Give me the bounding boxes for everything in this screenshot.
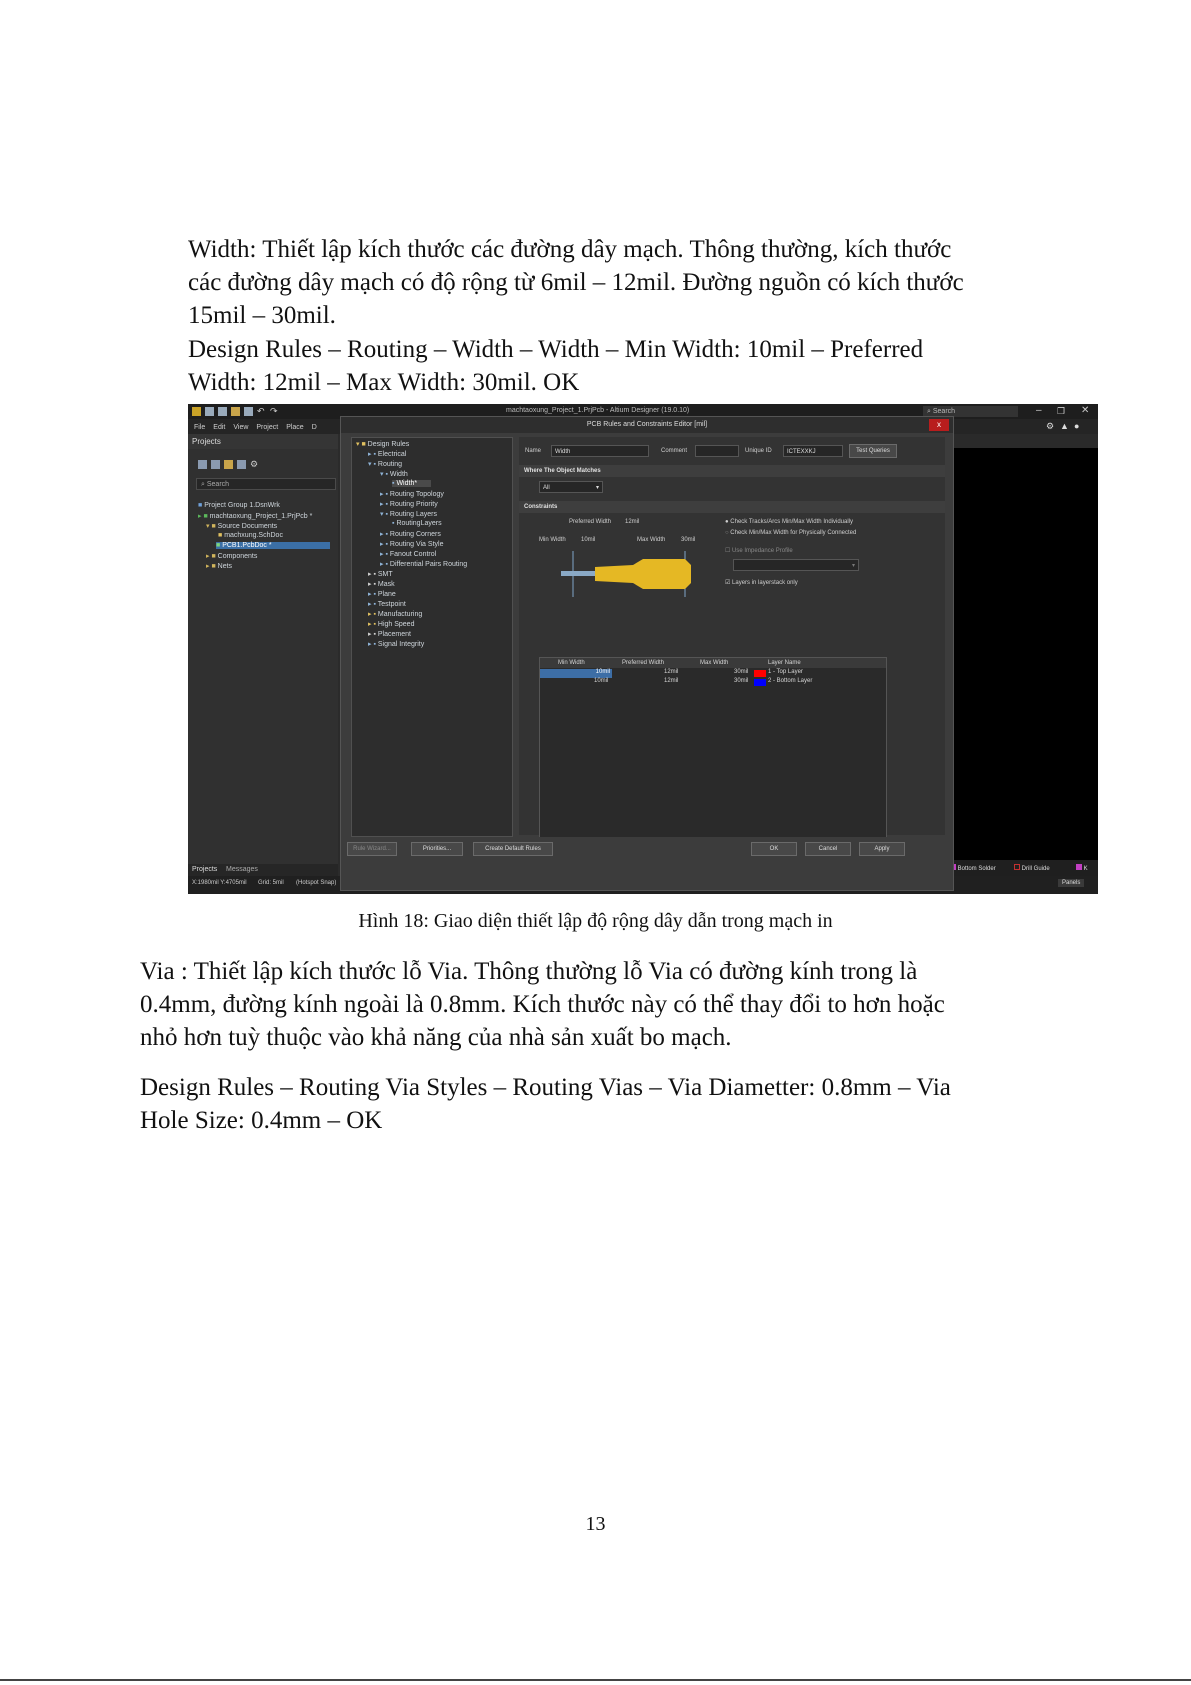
rule-node-mask[interactable] bbox=[368, 580, 395, 588]
tree-item-schdoc[interactable] bbox=[218, 532, 283, 539]
tree-item-label: Components bbox=[217, 553, 258, 560]
rule-node-plane[interactable] bbox=[368, 590, 396, 598]
projects-search-placeholder: Search bbox=[206, 481, 230, 488]
dialog-footer bbox=[341, 837, 953, 890]
app-logo-icon bbox=[192, 407, 201, 416]
rule-icon: ▾ ▪ bbox=[380, 471, 390, 478]
text-line: Design Rules – Routing – Width – Width – Min Width: 10mil – Preferred bbox=[188, 336, 924, 363]
save-icon[interactable] bbox=[205, 407, 214, 416]
cell-max-width[interactable]: 30mil bbox=[734, 669, 749, 675]
radio-icon: ○ bbox=[725, 530, 731, 536]
search-icon: ⌕ bbox=[201, 481, 207, 488]
text-line: Via : Thiết lập kích thước lỗ Via. Thông thường lỗ Via có đường kính trong là bbox=[140, 958, 918, 985]
rule-icon: ▸ ▪ bbox=[380, 541, 390, 548]
cell-layer-name: 2 - Bottom Layer bbox=[768, 678, 813, 684]
layer-color-swatch bbox=[1014, 864, 1020, 870]
table-header bbox=[540, 658, 886, 668]
comment-label: Comment bbox=[661, 448, 688, 454]
dialog-title: PCB Rules and Constraints Editor [mil] bbox=[341, 417, 953, 433]
status-grid: Grid: 5mil bbox=[258, 880, 284, 886]
layers-in-stack-label: Layers in layerstack only bbox=[732, 580, 798, 586]
use-impedance-checkbox[interactable] bbox=[725, 547, 793, 554]
rule-node-routing[interactable] bbox=[368, 460, 402, 468]
tree-item-label: Source Documents bbox=[217, 523, 278, 530]
layer-tab-label: Bottom Solder bbox=[957, 866, 996, 872]
app-title: machtaoxung_Project_1.PrjPcb - Altium Designer (19.0.10) bbox=[506, 407, 690, 414]
create-default-rules-button[interactable]: Create Default Rules bbox=[473, 842, 553, 856]
layer-tab-label: K bbox=[1083, 866, 1088, 872]
table-row[interactable] bbox=[540, 678, 886, 687]
canvas-header bbox=[948, 434, 1098, 448]
figure-caption: Hình 18: Giao diện thiết lập độ rộng dây dẫn trong mạch in bbox=[358, 910, 833, 932]
projects-panel-title: Projects bbox=[188, 434, 338, 449]
rule-icon: ▾ ▪ bbox=[380, 511, 390, 518]
min-width-label: Min Width bbox=[539, 537, 566, 543]
rule-node-routing-priority[interactable] bbox=[380, 500, 438, 508]
rule-category-icon: ▸ ▪ bbox=[368, 641, 378, 648]
option-individually-label: Check Tracks/Arcs Min/Max Width Individually bbox=[730, 519, 853, 525]
rule-category-icon: ▸ ▪ bbox=[368, 621, 378, 628]
cell-preferred-width[interactable]: 12mil bbox=[664, 669, 679, 675]
rule-icon: ▸ ▪ bbox=[380, 501, 390, 508]
radio-selected-icon: ● bbox=[725, 519, 731, 525]
priorities-button[interactable]: Priorities... bbox=[411, 842, 463, 856]
match-select-value: All bbox=[543, 485, 550, 491]
layers-in-stack-checkbox[interactable] bbox=[725, 579, 798, 586]
option-physically-label: Check Min/Max Width for Physically Connected bbox=[730, 530, 857, 536]
rule-category-icon: ▸ ▪ bbox=[368, 451, 378, 458]
ok-button[interactable]: OK bbox=[751, 842, 797, 856]
rule-icon: ▸ ▪ bbox=[380, 561, 390, 568]
rule-node-diff-pairs[interactable] bbox=[380, 560, 467, 568]
panel-tabs bbox=[188, 864, 338, 876]
match-select[interactable] bbox=[539, 481, 603, 493]
rule-node-label: Routing Topology bbox=[389, 491, 444, 498]
rule-node-routing-corners[interactable] bbox=[380, 530, 441, 538]
rule-node-label: Testpoint bbox=[377, 601, 406, 608]
layer-color-swatch bbox=[754, 670, 766, 677]
tree-item-label: machxung.SchDoc bbox=[224, 532, 283, 539]
pcb-project-icon: ▸ ■ bbox=[198, 513, 210, 520]
rule-node-label: Width bbox=[389, 471, 408, 478]
column-header-min: Min Width bbox=[558, 660, 585, 666]
rule-node-routing-topology[interactable] bbox=[380, 490, 444, 498]
min-width-track bbox=[561, 571, 595, 576]
option-individually[interactable] bbox=[725, 519, 853, 525]
rule-node-design-rules[interactable] bbox=[356, 440, 409, 448]
projects-search-input[interactable] bbox=[196, 478, 336, 490]
folder-icon: ▸ ■ bbox=[206, 563, 218, 570]
rule-node-smt[interactable] bbox=[368, 570, 393, 578]
cancel-button[interactable]: Cancel bbox=[805, 842, 851, 856]
use-impedance-label: Use Impedance Profile bbox=[732, 548, 793, 554]
name-input[interactable]: Width bbox=[551, 445, 649, 457]
rule-node-label: Width* bbox=[396, 480, 418, 487]
menu-edit[interactable]: Edit bbox=[213, 424, 226, 431]
rule-node-label: Mask bbox=[377, 581, 395, 588]
tab-projects[interactable]: Projects bbox=[192, 866, 218, 873]
open-folder-icon[interactable] bbox=[224, 460, 233, 469]
redo-icon[interactable]: ↷ bbox=[270, 406, 278, 417]
text-line: nhỏ hơn tuỳ thuộc vào khả năng của nhà sản xuất bo mạch. bbox=[140, 1024, 732, 1051]
bottom-divider bbox=[0, 1679, 1191, 1681]
global-search-label: Search bbox=[932, 408, 956, 415]
max-width-label: Max Width bbox=[637, 537, 666, 543]
where-matches-header: Where The Object Matches bbox=[519, 465, 945, 477]
cell-layer-name: 1 - Top Layer bbox=[768, 669, 803, 675]
impedance-profile-select[interactable] bbox=[733, 559, 859, 571]
layer-tab-drill-guide[interactable] bbox=[1014, 864, 1050, 872]
checkbox-checked-icon: ☑ bbox=[725, 580, 733, 586]
rule-wizard-button[interactable]: Rule Wizard... bbox=[347, 842, 397, 856]
text-line: 15mil – 30mil. bbox=[188, 302, 336, 329]
rule-category-icon: ▾ ▪ bbox=[368, 461, 378, 468]
menu-file[interactable]: File bbox=[194, 424, 206, 431]
project-icon[interactable] bbox=[237, 460, 246, 469]
rules-dialog bbox=[340, 416, 954, 891]
rule-node-label: Signal Integrity bbox=[377, 641, 425, 648]
rule-node-placement[interactable] bbox=[368, 630, 411, 638]
unique-id-label: Unique ID bbox=[745, 448, 772, 454]
min-width-value[interactable]: 10mil bbox=[581, 537, 596, 543]
schematic-doc-icon: ■ bbox=[218, 532, 225, 539]
column-header-layer: Layer Name bbox=[768, 660, 801, 666]
rule-category-icon: ▸ ▪ bbox=[368, 571, 378, 578]
text-line: Design Rules – Routing Via Styles – Routing Vias – Via Diametter: 0.8mm – Via bbox=[140, 1074, 951, 1101]
compile-icon[interactable] bbox=[211, 460, 220, 469]
tab-messages[interactable]: Messages bbox=[226, 866, 258, 873]
text-line: Hole Size: 0.4mm – OK bbox=[140, 1107, 383, 1134]
text-line: Width: Thiết lập kích thước các đường dây mạch. Thông thường, kích thước bbox=[188, 236, 952, 263]
rule-node-label: Routing bbox=[377, 461, 403, 468]
rule-category-icon: ▸ ▪ bbox=[368, 601, 378, 608]
cell-min-width[interactable]: 10mil bbox=[540, 669, 612, 678]
rule-category-icon: ▸ ▪ bbox=[368, 611, 378, 618]
rule-node-signal-integrity[interactable] bbox=[368, 640, 424, 648]
layer-tab-bottom-solder[interactable] bbox=[950, 864, 996, 872]
layer-color-swatch bbox=[1076, 864, 1082, 870]
unique-id-input[interactable]: ICTEXXKJ bbox=[783, 445, 843, 457]
rule-icon: ▪ bbox=[392, 480, 397, 487]
table-row[interactable] bbox=[540, 669, 886, 678]
preferred-width-value[interactable]: 12mil bbox=[625, 519, 640, 525]
track-shape bbox=[595, 559, 691, 589]
text-line: các đường dây mạch có độ rộng từ 6mil – 12mil. Đường nguồn có kích thước bbox=[188, 269, 964, 296]
page-number: 13 bbox=[585, 1513, 606, 1535]
tree-item-label: machtaoxung_Project_1.PrjPcb * bbox=[209, 513, 313, 520]
menu-view[interactable]: View bbox=[233, 424, 249, 431]
column-header-max: Max Width bbox=[700, 660, 729, 666]
tree-item-project[interactable] bbox=[198, 512, 312, 520]
dialog-close-button[interactable]: x bbox=[929, 419, 949, 431]
bell-icon[interactable]: ▲ bbox=[1060, 421, 1069, 431]
rule-node-electrical[interactable] bbox=[368, 450, 406, 458]
open-folder-icon[interactable] bbox=[231, 407, 240, 416]
track-width-illustration bbox=[547, 549, 717, 599]
preferred-width-label: Preferred Width bbox=[569, 519, 612, 525]
rule-node-label: Routing Priority bbox=[389, 501, 438, 508]
search-icon: ⌕ bbox=[927, 408, 933, 415]
rule-node-label: Design Rules bbox=[367, 441, 410, 448]
rule-node-routing-via-style[interactable] bbox=[380, 540, 443, 548]
tree-item-project-group[interactable] bbox=[198, 502, 280, 509]
comment-input[interactable] bbox=[695, 445, 739, 457]
save-icon[interactable] bbox=[198, 460, 207, 469]
rule-icon: ▪ bbox=[392, 520, 397, 527]
rule-node-label: Routing Via Style bbox=[389, 541, 444, 548]
tree-item-label: Project Group 1.DsnWrk bbox=[204, 502, 280, 509]
tree-item-pcbdoc[interactable] bbox=[216, 542, 330, 549]
rule-node-label: High Speed bbox=[377, 621, 415, 628]
status-coords: X:1980mil Y:4705mil bbox=[192, 880, 247, 886]
cell-min-width[interactable]: 10mil bbox=[594, 678, 609, 684]
pcb-doc-icon: ■ bbox=[216, 542, 223, 549]
layer-tab-more[interactable] bbox=[1076, 864, 1088, 872]
rule-icon: ▸ ▪ bbox=[380, 531, 390, 538]
rule-node-width-star[interactable] bbox=[392, 480, 431, 487]
undo-icon[interactable]: ↶ bbox=[257, 406, 265, 417]
folder-icon: ▸ ■ bbox=[206, 553, 218, 560]
folder-icon: ▾ ■ bbox=[356, 441, 368, 448]
column-header-preferred: Preferred Width bbox=[622, 660, 665, 666]
checkbox-icon: ☐ bbox=[725, 548, 733, 554]
print-icon[interactable] bbox=[244, 407, 253, 416]
max-width-value[interactable]: 30mil bbox=[681, 537, 696, 543]
status-snap: (Hotspot Snap) bbox=[296, 880, 337, 886]
maximize-icon[interactable]: ❐ bbox=[1057, 406, 1066, 416]
rule-category-icon: ▸ ▪ bbox=[368, 631, 378, 638]
rule-node-routinglayers[interactable] bbox=[392, 520, 442, 527]
save-all-icon[interactable] bbox=[218, 407, 227, 416]
rule-icon: ▸ ▪ bbox=[380, 551, 390, 558]
rule-node-label: Electrical bbox=[377, 451, 407, 458]
rule-node-label: Routing Layers bbox=[389, 511, 437, 518]
workspace-icon: ■ bbox=[198, 502, 205, 509]
menu-place[interactable]: Place bbox=[286, 424, 304, 431]
toolbar-icons bbox=[192, 407, 283, 416]
tree-item-label: Nets bbox=[217, 563, 233, 570]
rule-node-width[interactable] bbox=[380, 470, 408, 478]
apply-button[interactable]: Apply bbox=[859, 842, 905, 856]
minimize-icon[interactable]: – bbox=[1036, 405, 1042, 416]
pcb-canvas[interactable] bbox=[948, 434, 1098, 876]
gear-icon[interactable]: ⚙ bbox=[1046, 421, 1055, 431]
option-physically[interactable] bbox=[725, 530, 856, 536]
rule-editor bbox=[519, 437, 945, 835]
rules-tree bbox=[351, 437, 513, 837]
rule-node-manufacturing[interactable] bbox=[368, 610, 422, 618]
rule-node-label: Placement bbox=[377, 631, 411, 638]
cell-max-width[interactable]: 30mil bbox=[734, 678, 749, 684]
layer-tabs bbox=[948, 860, 1098, 876]
tree-item-label: PCB1.PcbDoc * bbox=[222, 542, 272, 549]
text-line: Width: 12mil – Max Width: 30mil. OK bbox=[188, 369, 580, 396]
rule-node-fanout-control[interactable] bbox=[380, 550, 436, 558]
projects-panel bbox=[188, 434, 338, 876]
rule-icon: ▸ ▪ bbox=[380, 491, 390, 498]
rule-node-label: Differential Pairs Routing bbox=[389, 561, 468, 568]
projects-toolbar bbox=[198, 460, 263, 469]
rule-node-high-speed[interactable] bbox=[368, 620, 414, 628]
tree-item-components[interactable] bbox=[206, 552, 257, 560]
constraints-header: Constraints bbox=[519, 501, 945, 513]
altium-screenshot bbox=[188, 404, 1098, 894]
rule-category-icon: ▸ ▪ bbox=[368, 581, 378, 588]
rule-node-testpoint[interactable] bbox=[368, 600, 406, 608]
name-label: Name bbox=[525, 448, 542, 454]
close-icon[interactable]: ✕ bbox=[1081, 405, 1090, 416]
panels-button[interactable]: Panels bbox=[1058, 879, 1084, 887]
menu-project[interactable]: Project bbox=[256, 424, 279, 431]
rule-node-routing-layers[interactable] bbox=[380, 510, 437, 518]
test-queries-button[interactable]: Test Queries bbox=[849, 444, 897, 458]
rule-node-label: SMT bbox=[377, 571, 393, 578]
gear-icon[interactable]: ⚙ bbox=[250, 459, 259, 470]
chevron-down-icon: ▾ bbox=[851, 563, 855, 569]
tree-item-source-documents[interactable] bbox=[206, 522, 277, 530]
layer-color-swatch bbox=[754, 679, 766, 686]
user-icon[interactable]: ● bbox=[1074, 421, 1080, 431]
layer-width-table bbox=[539, 657, 887, 847]
text-line: 0.4mm, đường kính ngoài là 0.8mm. Kích thước này có thể thay đổi to hơn hoặc bbox=[140, 991, 945, 1018]
folder-icon: ▾ ■ bbox=[206, 523, 218, 530]
menu-design[interactable]: D bbox=[311, 424, 317, 431]
layer-tab-label: Drill Guide bbox=[1021, 866, 1050, 872]
cell-preferred-width[interactable]: 12mil bbox=[664, 678, 679, 684]
rule-node-label: Routing Corners bbox=[389, 531, 441, 538]
chevron-down-icon: ▾ bbox=[595, 485, 599, 491]
rule-node-label: RoutingLayers bbox=[396, 520, 442, 527]
menu-list bbox=[194, 422, 325, 431]
rule-node-label: Manufacturing bbox=[377, 611, 423, 618]
rule-category-icon: ▸ ▪ bbox=[368, 591, 378, 598]
tree-item-nets[interactable] bbox=[206, 562, 232, 570]
rule-node-label: Fanout Control bbox=[389, 551, 437, 558]
rule-node-label: Plane bbox=[377, 591, 396, 598]
